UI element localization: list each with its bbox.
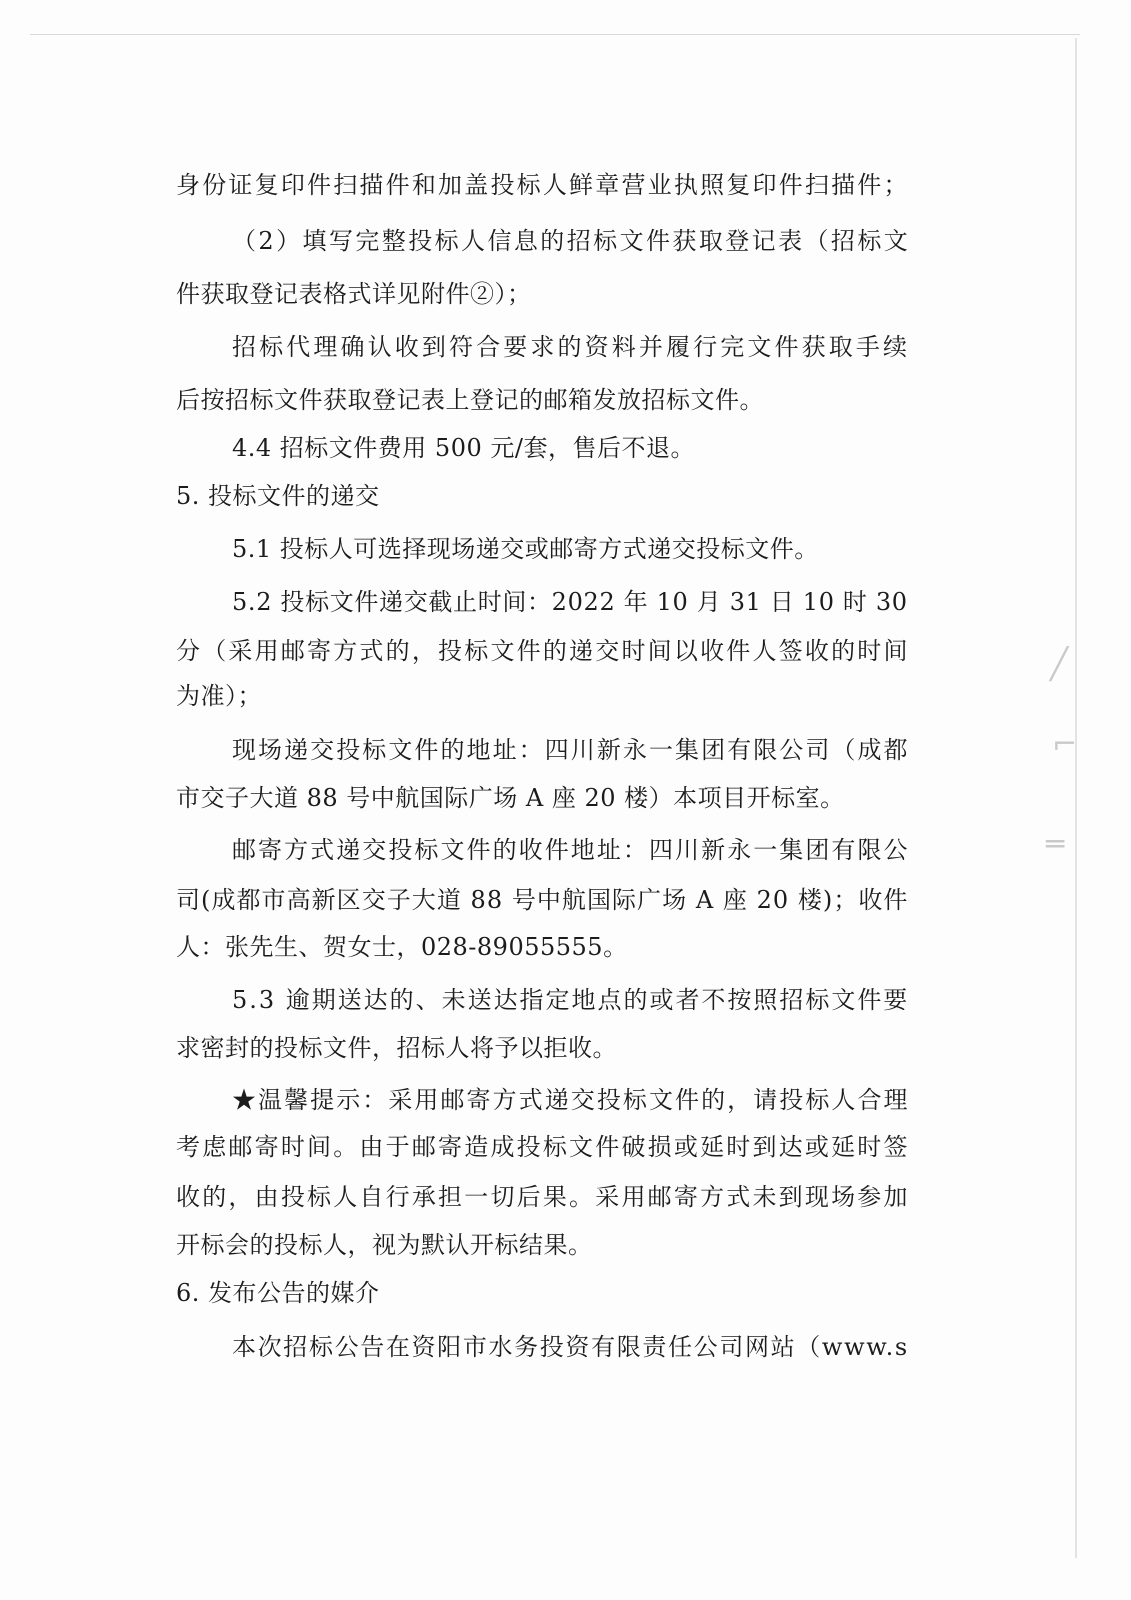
text-line: 市交子大道 88 号中航国际广场 A 座 20 楼）本项目开标室。: [176, 784, 845, 812]
text-line: 后按招标文件获取登记表上登记的邮箱发放招标文件。: [176, 386, 764, 414]
text-line: 招标代理确认收到符合要求的资料并履行完文件获取手续: [232, 333, 911, 361]
text-line: 考虑邮寄时间。由于邮寄造成投标文件破损或延时到达或延时签: [176, 1133, 910, 1161]
text-line: 求密封的投标文件，招标人将予以拒收。: [176, 1034, 617, 1062]
text-line: 4.4 招标文件费用 500 元/套，售后不退。: [232, 434, 695, 462]
text-line: 5.2 投标文件递交截止时间：2022 年 10 月 31 日 10 时 30: [232, 588, 908, 616]
text-line: 邮寄方式递交投标文件的收件地址：四川新永一集团有限公: [232, 836, 910, 864]
section-heading: 6. 发布公告的媒介: [176, 1279, 380, 1307]
bleed-through-mark: ═: [1046, 827, 1065, 862]
text-line: 收的，由投标人自行承担一切后果。采用邮寄方式未到现场参加: [176, 1183, 910, 1211]
text-line: ★温馨提示：采用邮寄方式递交投标文件的，请投标人合理: [232, 1086, 910, 1114]
bleed-through-mark: ⌐: [1052, 727, 1078, 762]
text-line: 5.3 逾期送达的、未送达指定地点的或者不按照招标文件要: [232, 986, 910, 1014]
bleed-through-mark: ╱: [1050, 647, 1069, 682]
text-line: 开标会的投标人，视为默认开标结果。: [176, 1231, 593, 1259]
text-line: 本次招标公告在资阳市水务投资有限责任公司网站（www.s: [232, 1333, 909, 1361]
text-line: 人：张先生、贺女士，028-89055555。: [176, 933, 628, 961]
text-line: 为准）；: [176, 682, 262, 710]
text-line: 现场递交投标文件的地址：四川新永一集团有限公司（成都: [232, 736, 910, 764]
text-line: （2）填写完整投标人信息的招标文件获取登记表（招标文: [232, 227, 911, 255]
text-line: 件获取登记表格式详见附件②）；: [176, 280, 532, 308]
text-line: 司(成都市高新区交子大道 88 号中航国际广场 A 座 20 楼)；收件: [176, 886, 909, 914]
text-line: 身份证复印件扫描件和加盖投标人鲜章营业执照复印件扫描件；: [176, 171, 910, 199]
text-line: 分（采用邮寄方式的，投标文件的递交时间以收件人签收的时间: [176, 637, 910, 665]
section-heading: 5. 投标文件的递交: [176, 482, 380, 510]
scan-right-edge: [1075, 38, 1077, 1558]
text-line: 5.1 投标人可选择现场递交或邮寄方式递交投标文件。: [232, 535, 819, 563]
scan-top-edge: [30, 34, 1080, 35]
